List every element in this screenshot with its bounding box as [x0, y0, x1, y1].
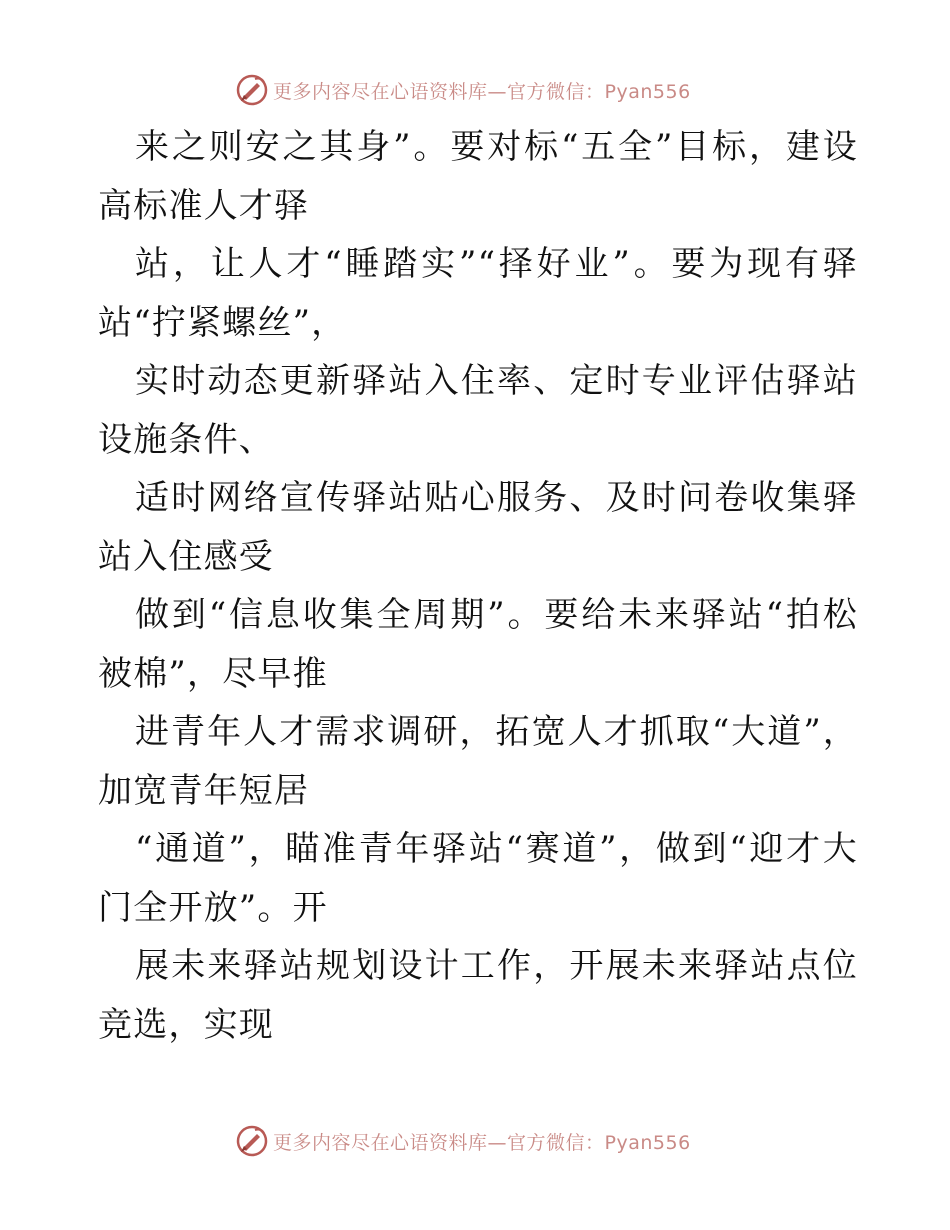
watermark-text: 更多内容尽在心语资料库—官方微信：Pyan556	[273, 1131, 691, 1154]
paragraph: 进青年人才需求调研，拓宽人才抓取“大道”，加宽青年短居	[98, 712, 858, 811]
paragraph: 展未来驿站规划设计工作，开展未来驿站点位竞选，实现	[98, 946, 858, 1045]
paragraph: 做到“信息收集全周期”。要给未来驿站“拍松被棉”，尽早推	[98, 595, 858, 694]
pen-logo-icon	[235, 73, 269, 107]
pen-logo-icon	[235, 1124, 269, 1158]
footer-watermark	[235, 1123, 691, 1159]
paragraph: 实时动态更新驿站入住率、定时专业评估驿站设施条件、	[98, 361, 858, 460]
document-body	[98, 118, 858, 1054]
paragraph: “通道”，瞄准青年驿站“赛道”，做到“迎才大门全开放”。开	[98, 829, 858, 928]
paragraph: 适时网络宣传驿站贴心服务、及时问卷收集驿站入住感受	[98, 478, 858, 577]
watermark-text: 更多内容尽在心语资料库—官方微信：Pyan556	[273, 80, 691, 103]
paragraph: 站，让人才“睡踏实”“择好业”。要为现有驿站“拧紧螺丝”，	[98, 244, 858, 343]
paragraph: 来之则安之其身”。要对标“五全”目标，建设高标准人才驿	[98, 127, 858, 226]
header-watermark	[235, 72, 691, 108]
